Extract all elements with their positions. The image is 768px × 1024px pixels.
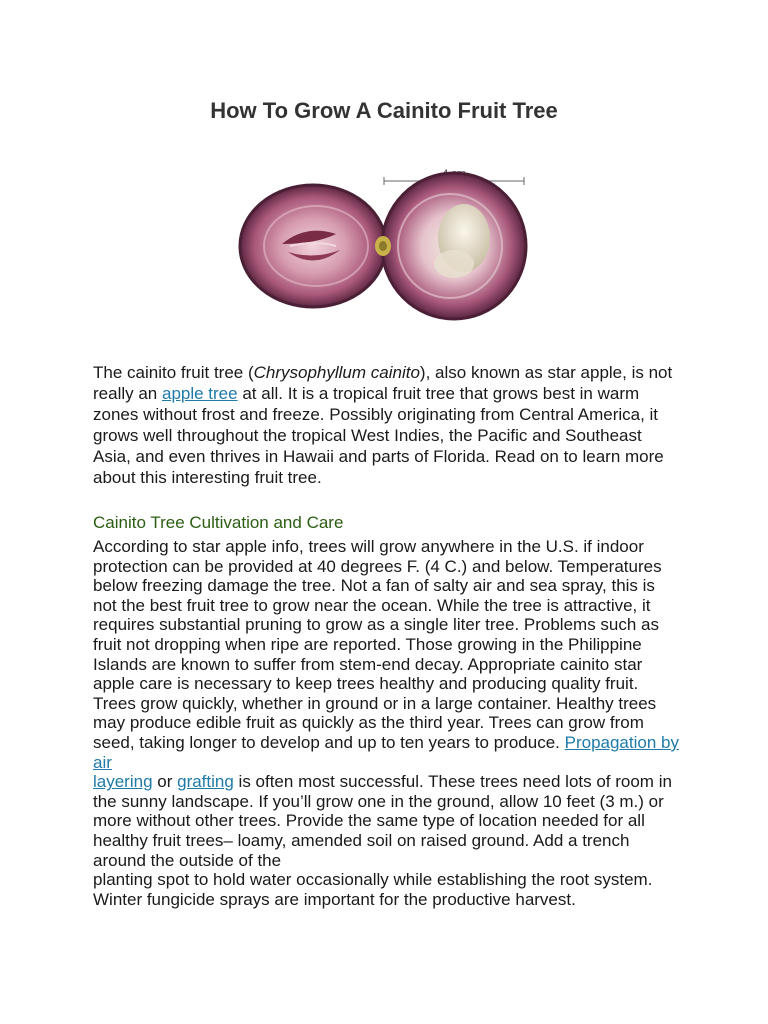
cultivation-paragraph: According to star apple info, trees will grow anywhere in the U.S. if indoor protection can be provided at 40 degrees F. (4 C.) and below. Temperatures below freezing damage the tree. Not a fan of salty air and sea spray, this is not the best fruit tree to grow near the ocean. While the tree is attractive, it requires substantial pruning to grow as a single liter tree. Problems such as fruit not dropping when ripe are reported. Those growing in the Philippine Islands are known to suffer from stem-end decay. Appropriate cainito star apple care is necessary to keep trees healthy and producing quality fruit. Trees grow quickly, whether in ground or in a large container. Healthy trees may produce edible fruit as quickly as the third year. Trees can grow from seed, taking longer to develop and up to ten years to produce. Propagation by air layering or grafting is often most successful. These trees need lots of room in the sunny landscape. If you’ll grow one in the ground, allow 10 feet (3 m.) or more without other trees. Provide the same type of location needed for all healthy fruit trees– loamy, amended soil on raised ground. Add a trench around the outside of the planting spot to hold water occasionally while establishing the root system. Winter fungicide sprays are important for the productive harvest. (93, 537, 679, 909)
intro-paragraph: The cainito fruit tree (Chrysophyllum cainito), also known as star apple, is not really an apple tree at all. It is a tropical fruit tree that grows best in warm zones without frost and freeze. Possibly originating from Central America, it grows well throughout the tropical West Indies, the Pacific and Southeast Asia, and even thrives in Hawaii and parts of Florida. Read on to learn more about this interesting fruit tree. (93, 363, 673, 487)
air-layering-link-start[interactable]: Propagation by air (93, 732, 679, 772)
page-title: How To Grow A Cainito Fruit Tree (210, 98, 558, 123)
left-fruit-half (240, 185, 386, 307)
cainito-fruit-cross-section-image (236, 160, 532, 330)
right-fruit-half (382, 173, 526, 319)
section-heading: Cainito Tree Cultivation and Care (93, 513, 344, 532)
air-layering-link-end[interactable]: layering (93, 772, 153, 792)
grafting-link[interactable]: grafting (177, 772, 234, 792)
apple-tree-link[interactable]: apple tree (161, 384, 238, 403)
species-name: Chrysophyllum cainito (253, 363, 420, 382)
fruit-core (375, 236, 391, 256)
